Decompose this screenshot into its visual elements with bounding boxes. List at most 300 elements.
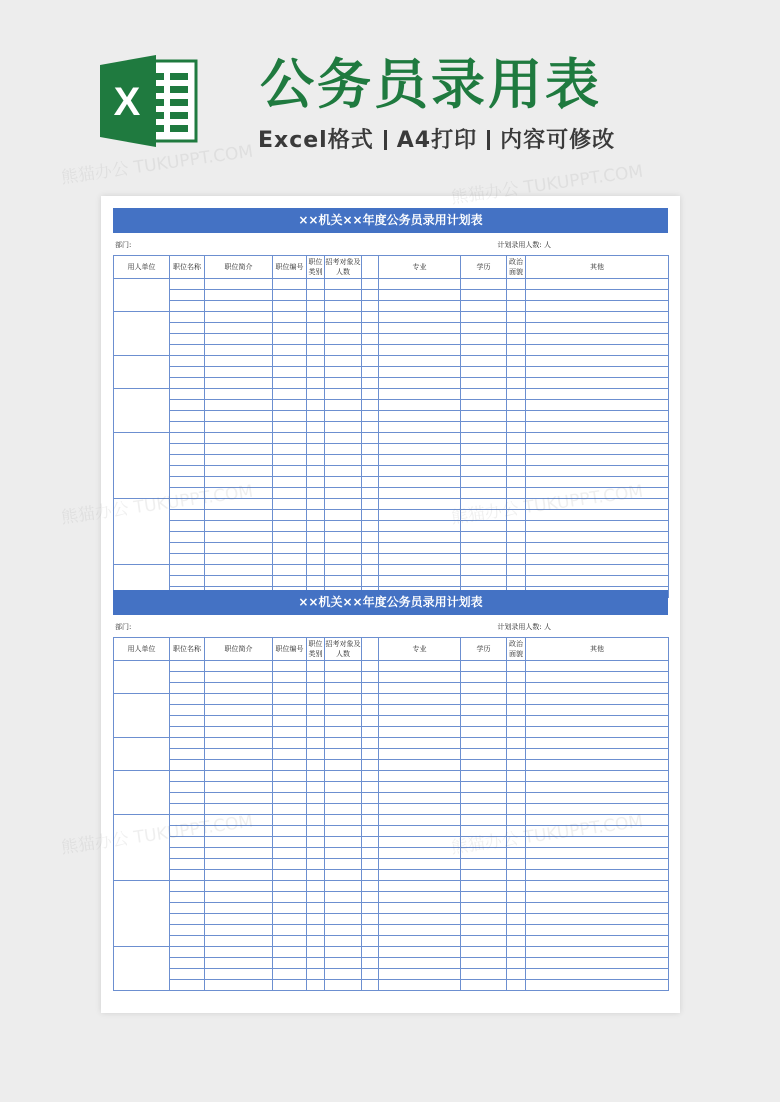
table-cell[interactable] (461, 334, 507, 345)
table-cell[interactable] (379, 356, 461, 367)
table-cell[interactable] (461, 903, 507, 914)
table-cell[interactable] (205, 565, 273, 576)
table-cell[interactable] (507, 892, 526, 903)
table-cell[interactable] (205, 738, 273, 749)
table-cell[interactable] (362, 782, 379, 793)
table-cell[interactable] (307, 859, 325, 870)
table-cell[interactable] (273, 892, 307, 903)
table-cell[interactable] (362, 892, 379, 903)
table-cell[interactable] (205, 705, 273, 716)
table-cell[interactable] (170, 466, 205, 477)
table-cell[interactable] (170, 848, 205, 859)
table-cell[interactable] (307, 903, 325, 914)
table-cell[interactable] (205, 411, 273, 422)
table-cell[interactable] (273, 661, 307, 672)
table-cell[interactable] (461, 859, 507, 870)
table-cell[interactable] (273, 815, 307, 826)
table-cell[interactable] (170, 290, 205, 301)
table-cell[interactable] (507, 936, 526, 947)
table-cell[interactable] (170, 356, 205, 367)
table-cell[interactable] (362, 947, 379, 958)
table-cell[interactable] (379, 826, 461, 837)
table-cell[interactable] (273, 312, 307, 323)
table-cell[interactable] (307, 870, 325, 881)
table-cell[interactable] (379, 301, 461, 312)
table-cell[interactable] (362, 554, 379, 565)
table-cell[interactable] (325, 389, 362, 400)
table-cell[interactable] (526, 782, 669, 793)
table-cell[interactable] (461, 815, 507, 826)
table-cell[interactable] (507, 694, 526, 705)
unit-cell[interactable] (114, 279, 170, 312)
table-cell[interactable] (325, 903, 362, 914)
table-cell[interactable] (205, 444, 273, 455)
table-cell[interactable] (273, 980, 307, 991)
table-cell[interactable] (325, 312, 362, 323)
table-cell[interactable] (205, 903, 273, 914)
table-cell[interactable] (273, 694, 307, 705)
table-cell[interactable] (507, 705, 526, 716)
table-cell[interactable] (325, 870, 362, 881)
table-cell[interactable] (170, 815, 205, 826)
table-cell[interactable] (307, 378, 325, 389)
table-cell[interactable] (461, 837, 507, 848)
table-cell[interactable] (379, 903, 461, 914)
table-cell[interactable] (205, 914, 273, 925)
table-cell[interactable] (307, 444, 325, 455)
table-cell[interactable] (325, 848, 362, 859)
unit-cell[interactable] (114, 312, 170, 356)
table-cell[interactable] (526, 826, 669, 837)
table-cell[interactable] (507, 969, 526, 980)
table-cell[interactable] (362, 859, 379, 870)
table-cell[interactable] (461, 683, 507, 694)
table-cell[interactable] (307, 881, 325, 892)
table-cell[interactable] (379, 793, 461, 804)
table-cell[interactable] (526, 510, 669, 521)
table-cell[interactable] (205, 683, 273, 694)
table-cell[interactable] (170, 543, 205, 554)
table-cell[interactable] (325, 859, 362, 870)
table-cell[interactable] (379, 290, 461, 301)
table-cell[interactable] (362, 936, 379, 947)
table-cell[interactable] (170, 980, 205, 991)
table-cell[interactable] (273, 837, 307, 848)
table-cell[interactable] (379, 554, 461, 565)
table-cell[interactable] (379, 804, 461, 815)
table-cell[interactable] (526, 903, 669, 914)
table-cell[interactable] (362, 389, 379, 400)
unit-cell[interactable] (114, 661, 170, 694)
unit-cell[interactable] (114, 433, 170, 499)
table-cell[interactable] (379, 466, 461, 477)
table-cell[interactable] (362, 323, 379, 334)
table-cell[interactable] (507, 738, 526, 749)
table-cell[interactable] (273, 334, 307, 345)
table-cell[interactable] (526, 576, 669, 587)
table-cell[interactable] (325, 499, 362, 510)
table-cell[interactable] (461, 969, 507, 980)
table-cell[interactable] (461, 411, 507, 422)
table-cell[interactable] (461, 466, 507, 477)
table-cell[interactable] (205, 323, 273, 334)
table-cell[interactable] (325, 969, 362, 980)
table-cell[interactable] (362, 683, 379, 694)
table-cell[interactable] (205, 488, 273, 499)
table-cell[interactable] (461, 510, 507, 521)
table-cell[interactable] (507, 771, 526, 782)
table-cell[interactable] (461, 367, 507, 378)
table-cell[interactable] (325, 683, 362, 694)
table-cell[interactable] (273, 290, 307, 301)
table-cell[interactable] (307, 290, 325, 301)
table-cell[interactable] (461, 881, 507, 892)
table-cell[interactable] (273, 881, 307, 892)
table-cell[interactable] (526, 749, 669, 760)
table-cell[interactable] (379, 488, 461, 499)
table-cell[interactable] (325, 760, 362, 771)
table-cell[interactable] (273, 444, 307, 455)
table-cell[interactable] (379, 980, 461, 991)
table-cell[interactable] (461, 749, 507, 760)
unit-cell[interactable] (114, 738, 170, 771)
table-cell[interactable] (461, 477, 507, 488)
table-cell[interactable] (362, 477, 379, 488)
table-cell[interactable] (273, 510, 307, 521)
table-cell[interactable] (205, 782, 273, 793)
table-cell[interactable] (205, 826, 273, 837)
table-cell[interactable] (526, 367, 669, 378)
table-cell[interactable] (170, 422, 205, 433)
table-cell[interactable] (362, 356, 379, 367)
table-cell[interactable] (273, 793, 307, 804)
table-cell[interactable] (379, 334, 461, 345)
table-cell[interactable] (362, 433, 379, 444)
table-cell[interactable] (362, 576, 379, 587)
table-cell[interactable] (273, 499, 307, 510)
table-cell[interactable] (307, 947, 325, 958)
table-cell[interactable] (307, 716, 325, 727)
table-cell[interactable] (379, 672, 461, 683)
table-cell[interactable] (170, 554, 205, 565)
table-cell[interactable] (307, 727, 325, 738)
table-cell[interactable] (362, 980, 379, 991)
table-cell[interactable] (307, 565, 325, 576)
table-cell[interactable] (325, 936, 362, 947)
table-cell[interactable] (507, 488, 526, 499)
table-cell[interactable] (507, 980, 526, 991)
table-cell[interactable] (526, 521, 669, 532)
table-cell[interactable] (526, 554, 669, 565)
table-cell[interactable] (461, 914, 507, 925)
table-cell[interactable] (379, 455, 461, 466)
table-cell[interactable] (461, 521, 507, 532)
table-cell[interactable] (379, 738, 461, 749)
table-cell[interactable] (507, 958, 526, 969)
table-cell[interactable] (325, 947, 362, 958)
table-cell[interactable] (362, 334, 379, 345)
table-cell[interactable] (526, 914, 669, 925)
table-cell[interactable] (526, 705, 669, 716)
table-cell[interactable] (273, 859, 307, 870)
table-cell[interactable] (526, 969, 669, 980)
table-cell[interactable] (507, 312, 526, 323)
table-cell[interactable] (362, 804, 379, 815)
table-cell[interactable] (379, 936, 461, 947)
table-cell[interactable] (461, 290, 507, 301)
table-cell[interactable] (379, 947, 461, 958)
table-cell[interactable] (205, 716, 273, 727)
table-cell[interactable] (362, 400, 379, 411)
table-cell[interactable] (273, 771, 307, 782)
table-cell[interactable] (507, 815, 526, 826)
table-cell[interactable] (526, 565, 669, 576)
table-cell[interactable] (526, 771, 669, 782)
table-cell[interactable] (526, 301, 669, 312)
table-cell[interactable] (362, 290, 379, 301)
table-cell[interactable] (273, 455, 307, 466)
table-cell[interactable] (205, 554, 273, 565)
table-cell[interactable] (205, 804, 273, 815)
table-cell[interactable] (307, 804, 325, 815)
table-cell[interactable] (507, 947, 526, 958)
table-cell[interactable] (362, 925, 379, 936)
table-cell[interactable] (273, 367, 307, 378)
table-cell[interactable] (205, 980, 273, 991)
table-cell[interactable] (307, 345, 325, 356)
table-cell[interactable] (307, 826, 325, 837)
unit-cell[interactable] (114, 389, 170, 433)
table-cell[interactable] (461, 433, 507, 444)
table-cell[interactable] (205, 958, 273, 969)
table-cell[interactable] (205, 947, 273, 958)
table-cell[interactable] (205, 969, 273, 980)
table-cell[interactable] (507, 400, 526, 411)
table-cell[interactable] (362, 466, 379, 477)
table-cell[interactable] (362, 661, 379, 672)
table-cell[interactable] (461, 925, 507, 936)
table-cell[interactable] (461, 661, 507, 672)
table-cell[interactable] (307, 969, 325, 980)
table-cell[interactable] (526, 400, 669, 411)
table-cell[interactable] (379, 661, 461, 672)
table-cell[interactable] (307, 936, 325, 947)
table-cell[interactable] (170, 477, 205, 488)
table-cell[interactable] (362, 301, 379, 312)
table-cell[interactable] (325, 749, 362, 760)
table-cell[interactable] (205, 466, 273, 477)
table-cell[interactable] (507, 477, 526, 488)
table-cell[interactable] (170, 859, 205, 870)
table-cell[interactable] (170, 936, 205, 947)
table-cell[interactable] (379, 422, 461, 433)
table-cell[interactable] (379, 683, 461, 694)
table-cell[interactable] (379, 576, 461, 587)
table-cell[interactable] (526, 892, 669, 903)
table-cell[interactable] (307, 694, 325, 705)
table-cell[interactable] (170, 455, 205, 466)
table-cell[interactable] (307, 466, 325, 477)
table-cell[interactable] (461, 543, 507, 554)
table-cell[interactable] (507, 727, 526, 738)
table-cell[interactable] (325, 727, 362, 738)
table-cell[interactable] (273, 389, 307, 400)
table-cell[interactable] (307, 782, 325, 793)
table-cell[interactable] (461, 716, 507, 727)
table-cell[interactable] (507, 661, 526, 672)
table-cell[interactable] (205, 815, 273, 826)
table-cell[interactable] (526, 334, 669, 345)
table-cell[interactable] (205, 279, 273, 290)
table-cell[interactable] (273, 738, 307, 749)
table-cell[interactable] (507, 870, 526, 881)
table-cell[interactable] (507, 903, 526, 914)
table-cell[interactable] (170, 925, 205, 936)
table-cell[interactable] (362, 881, 379, 892)
table-cell[interactable] (273, 716, 307, 727)
table-cell[interactable] (307, 771, 325, 782)
table-cell[interactable] (307, 749, 325, 760)
table-cell[interactable] (461, 694, 507, 705)
table-cell[interactable] (379, 782, 461, 793)
table-cell[interactable] (526, 837, 669, 848)
unit-cell[interactable] (114, 499, 170, 565)
table-cell[interactable] (325, 837, 362, 848)
table-cell[interactable] (362, 411, 379, 422)
table-cell[interactable] (325, 694, 362, 705)
table-cell[interactable] (325, 958, 362, 969)
table-cell[interactable] (461, 345, 507, 356)
table-cell[interactable] (461, 488, 507, 499)
table-cell[interactable] (526, 290, 669, 301)
table-cell[interactable] (273, 323, 307, 334)
table-cell[interactable] (307, 488, 325, 499)
table-cell[interactable] (461, 705, 507, 716)
table-cell[interactable] (170, 521, 205, 532)
table-cell[interactable] (170, 947, 205, 958)
table-cell[interactable] (205, 543, 273, 554)
table-cell[interactable] (170, 444, 205, 455)
table-cell[interactable] (273, 433, 307, 444)
table-cell[interactable] (170, 782, 205, 793)
table-cell[interactable] (379, 312, 461, 323)
table-cell[interactable] (379, 771, 461, 782)
table-cell[interactable] (507, 367, 526, 378)
table-cell[interactable] (507, 334, 526, 345)
table-cell[interactable] (205, 694, 273, 705)
table-cell[interactable] (526, 815, 669, 826)
table-cell[interactable] (379, 510, 461, 521)
table-cell[interactable] (526, 760, 669, 771)
table-cell[interactable] (526, 870, 669, 881)
table-cell[interactable] (507, 782, 526, 793)
table-cell[interactable] (170, 323, 205, 334)
table-cell[interactable] (379, 279, 461, 290)
table-cell[interactable] (170, 793, 205, 804)
table-cell[interactable] (273, 521, 307, 532)
table-cell[interactable] (205, 433, 273, 444)
table-cell[interactable] (379, 521, 461, 532)
table-cell[interactable] (461, 870, 507, 881)
table-cell[interactable] (307, 576, 325, 587)
table-cell[interactable] (205, 870, 273, 881)
table-cell[interactable] (526, 345, 669, 356)
table-cell[interactable] (461, 804, 507, 815)
table-cell[interactable] (379, 760, 461, 771)
table-cell[interactable] (461, 565, 507, 576)
table-cell[interactable] (461, 760, 507, 771)
table-cell[interactable] (379, 837, 461, 848)
table-cell[interactable] (273, 422, 307, 433)
table-cell[interactable] (362, 543, 379, 554)
table-cell[interactable] (325, 672, 362, 683)
table-cell[interactable] (507, 499, 526, 510)
table-cell[interactable] (526, 716, 669, 727)
table-cell[interactable] (307, 554, 325, 565)
table-cell[interactable] (325, 661, 362, 672)
table-cell[interactable] (170, 705, 205, 716)
table-cell[interactable] (170, 488, 205, 499)
table-cell[interactable] (273, 411, 307, 422)
table-cell[interactable] (273, 958, 307, 969)
table-cell[interactable] (461, 576, 507, 587)
table-cell[interactable] (205, 455, 273, 466)
table-cell[interactable] (526, 411, 669, 422)
table-cell[interactable] (379, 367, 461, 378)
table-cell[interactable] (526, 356, 669, 367)
table-cell[interactable] (362, 422, 379, 433)
table-cell[interactable] (170, 903, 205, 914)
table-cell[interactable] (325, 356, 362, 367)
table-cell[interactable] (205, 881, 273, 892)
table-cell[interactable] (461, 771, 507, 782)
table-cell[interactable] (170, 389, 205, 400)
table-cell[interactable] (379, 499, 461, 510)
table-cell[interactable] (325, 543, 362, 554)
table-cell[interactable] (273, 705, 307, 716)
table-cell[interactable] (205, 290, 273, 301)
table-cell[interactable] (362, 532, 379, 543)
table-cell[interactable] (325, 400, 362, 411)
table-cell[interactable] (362, 749, 379, 760)
table-cell[interactable] (526, 694, 669, 705)
table-cell[interactable] (273, 477, 307, 488)
table-cell[interactable] (170, 345, 205, 356)
table-cell[interactable] (526, 466, 669, 477)
table-cell[interactable] (307, 815, 325, 826)
table-cell[interactable] (379, 345, 461, 356)
table-cell[interactable] (507, 532, 526, 543)
table-cell[interactable] (526, 279, 669, 290)
table-cell[interactable] (526, 804, 669, 815)
table-cell[interactable] (205, 499, 273, 510)
table-cell[interactable] (526, 881, 669, 892)
table-cell[interactable] (170, 499, 205, 510)
table-cell[interactable] (526, 444, 669, 455)
table-cell[interactable] (307, 543, 325, 554)
table-cell[interactable] (507, 859, 526, 870)
table-cell[interactable] (526, 848, 669, 859)
table-cell[interactable] (362, 771, 379, 782)
table-cell[interactable] (362, 738, 379, 749)
table-cell[interactable] (526, 312, 669, 323)
table-cell[interactable] (379, 848, 461, 859)
table-cell[interactable] (379, 969, 461, 980)
table-cell[interactable] (379, 958, 461, 969)
table-cell[interactable] (507, 323, 526, 334)
table-cell[interactable] (273, 969, 307, 980)
table-cell[interactable] (526, 947, 669, 958)
